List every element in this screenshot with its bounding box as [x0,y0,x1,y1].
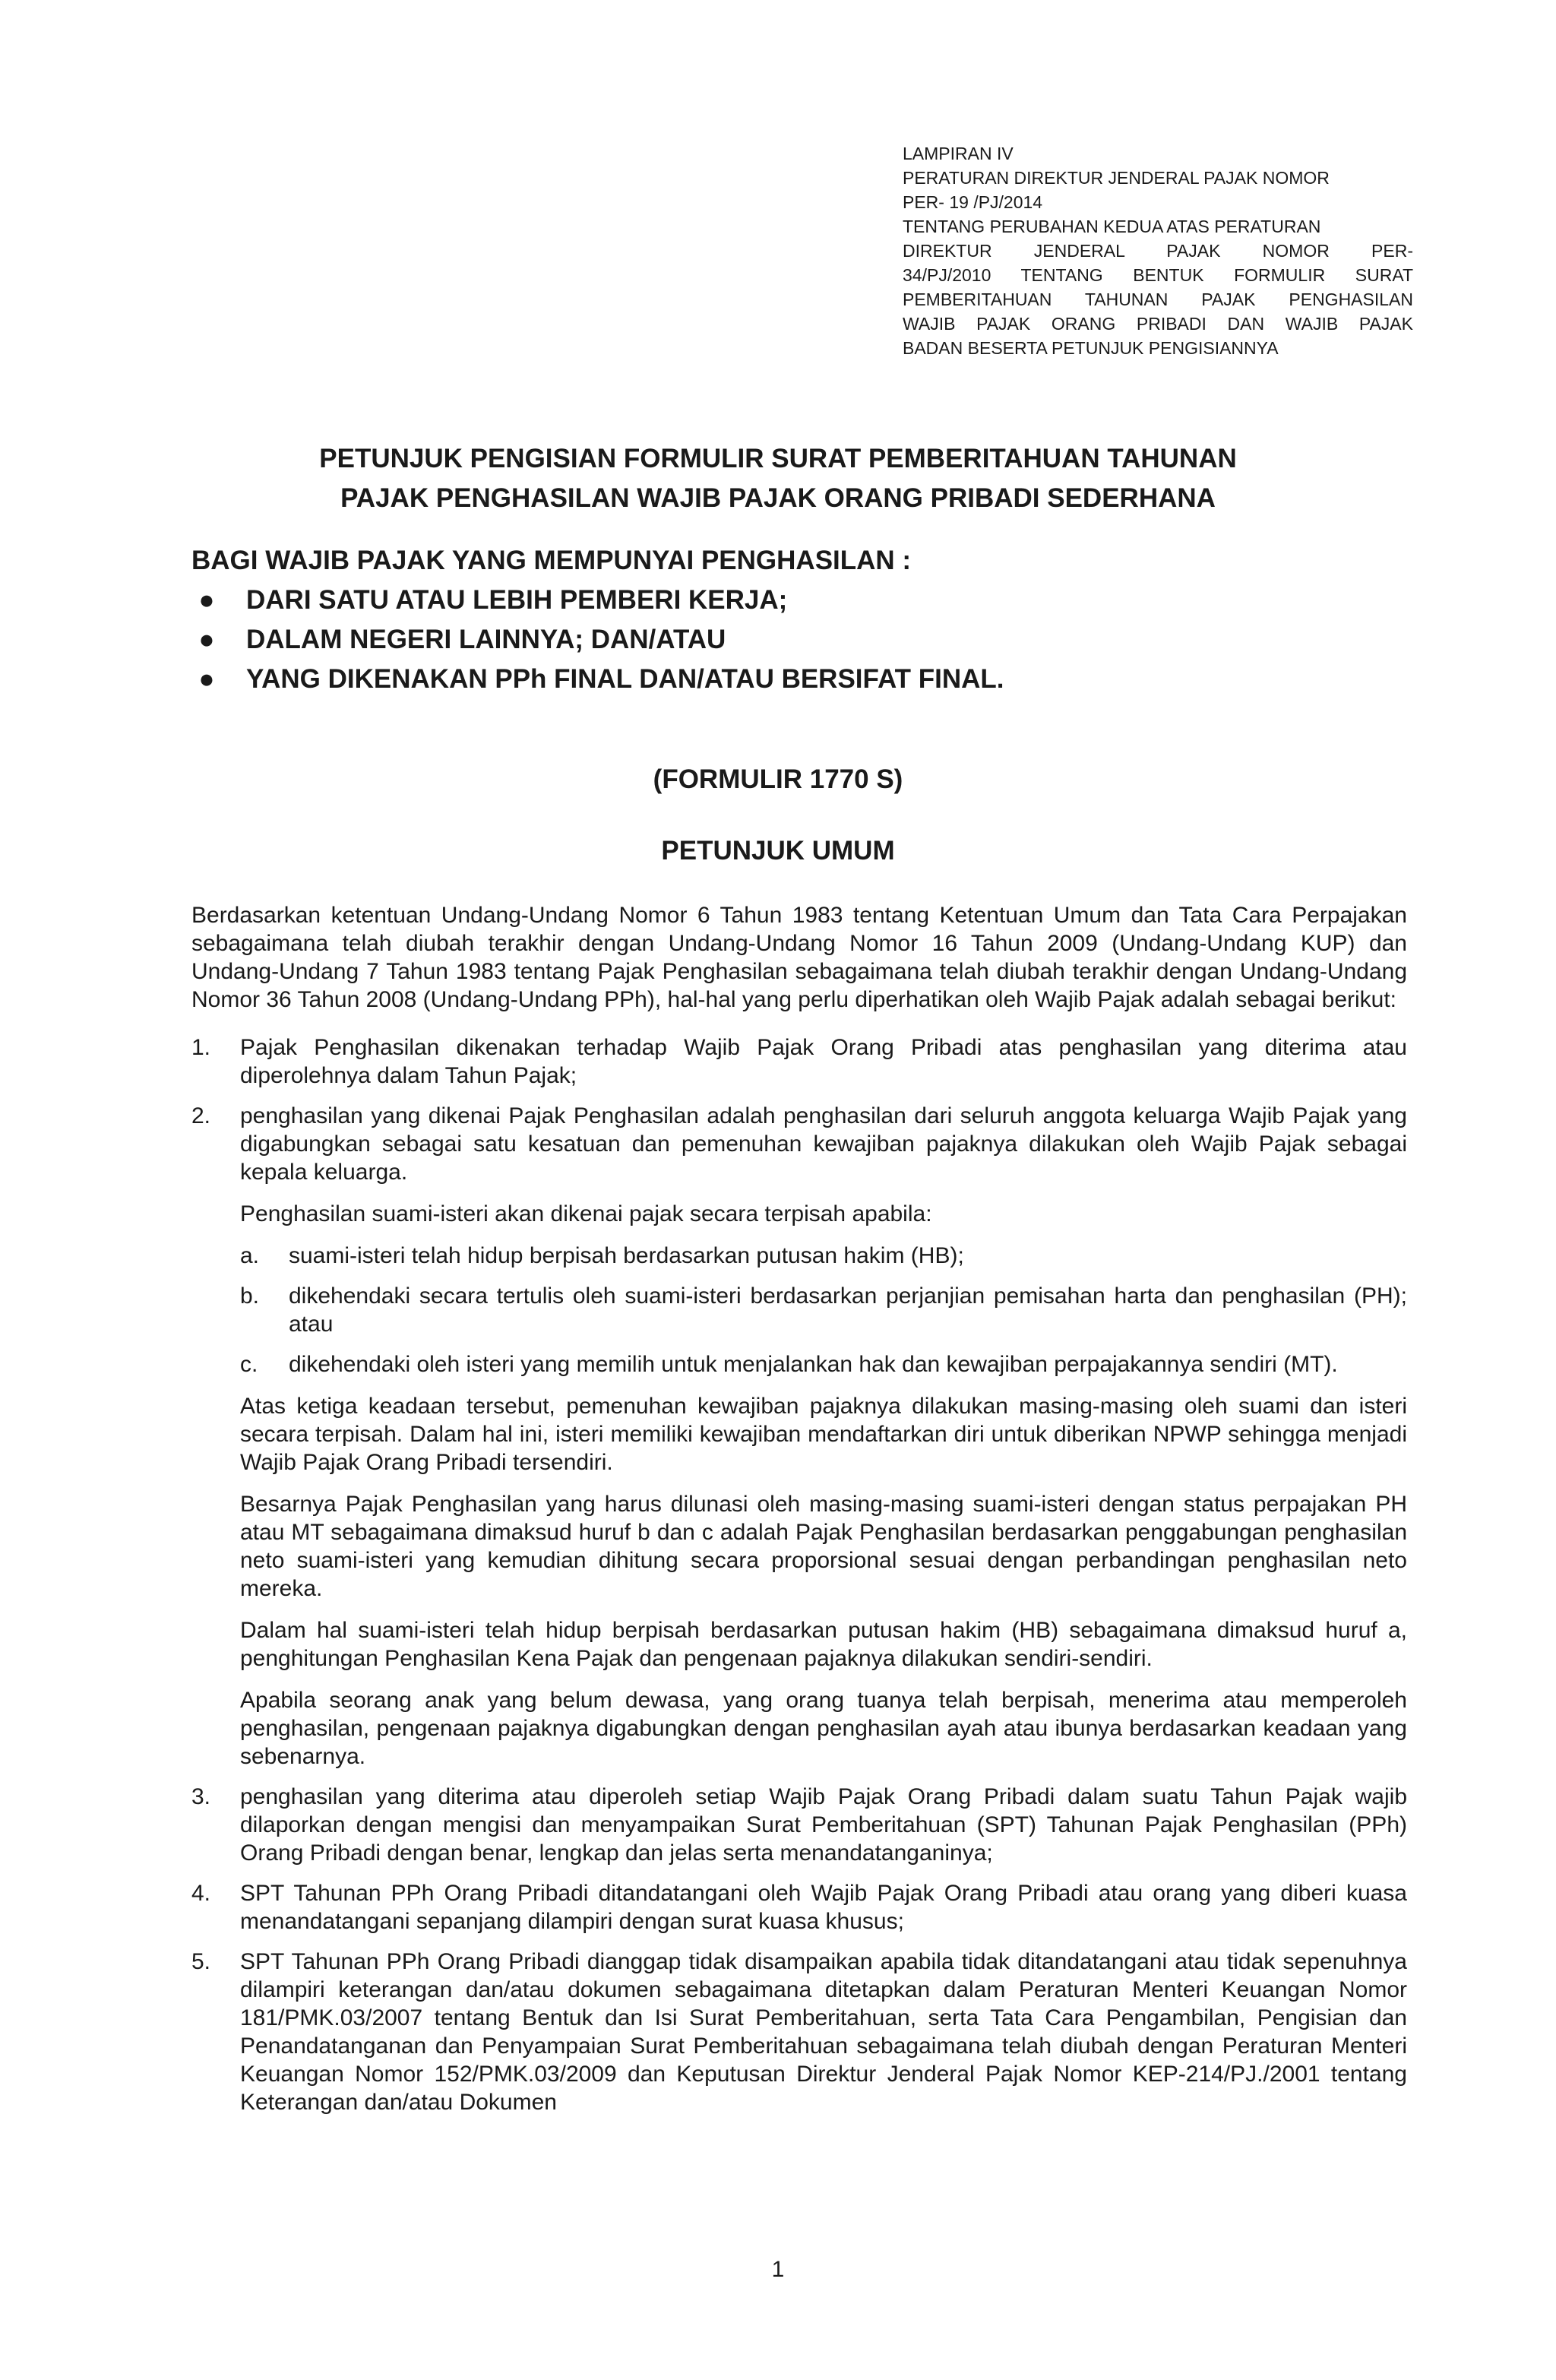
numbered-item [191,1102,1407,1771]
sub-paragraph: Dalam hal suami-isteri telah hidup berpisah berdasarkan putusan hakim (HB) sebagaimana dimaksud huruf a, penghitungan Penghasilan Kena Pajak dan pengenaan pajaknya dilakukan sendiri-sendiri. [240,1618,1407,1671]
bullet-icon: ● [198,664,215,694]
attachment-header-line: PERATURAN DIREKTUR JENDERAL PAJAK NOMOR [903,168,1330,188]
subject-item-text: YANG DIKENAKAN PPh FINAL DAN/ATAU BERSIFAT FINAL. [246,664,1004,694]
subject-heading: BAGI WAJIB PAJAK YANG MEMPUNYAI PENGHASILAN : [191,546,912,575]
lettered-item-text: suami-isteri telah hidup berpisah berdasarkan putusan hakim (HB); [289,1243,964,1268]
sub-paragraph: Penghasilan suami-isteri akan dikenai pajak secara terpisah apabila: [240,1201,932,1226]
item-letter: b. [240,1283,260,1309]
item-number: 5. [191,1949,211,1974]
subject-block [191,541,1407,699]
section-heading: PETUNJUK UMUM [661,836,895,866]
page-number: 1 [771,2257,785,2282]
attachment-header-line: BADAN BESERTA PETUNJUK PENGISIANNYA [903,338,1279,358]
item-text: Pajak Penghasilan dikenakan terhadap Wajib Pajak Orang Pribadi atas penghasilan yang diterima atau diperolehnya dalam Tahun Pajak; [240,1035,1407,1088]
document-title-line: PAJAK PENGHASILAN WAJIB PAJAK ORANG PRIBADI SEDERHANA [340,483,1216,513]
subject-list [191,581,1407,699]
item-text: SPT Tahunan PPh Orang Pribadi dianggap tidak disampaikan apabila tidak ditandatangani atau tidak sepenuhnya dilampiri keterangan dan/atau dokumen sebagaimana ditetapkan dalam Peraturan Menteri Keuangan Nomor 181/PMK.03/2007 tentang Bentuk dan Isi Surat Pemberitahuan, serta Tata Cara Pengambilan, Pengisian dan Penandatanganan dan Penyampaian Surat Pemberitahuan sebagaimana telah diubah dengan Peraturan Menteri Keuangan Nomor 152/PMK.03/2009 dan Keputusan Direktur Jenderal Pajak Nomor KEP-214/PJ./2001 tentang Keterangan dan/atau Dokumen [240,1949,1407,2115]
document-title [182,439,1374,518]
sub-paragraph: Besarnya Pajak Penghasilan yang harus dilunasi oleh masing-masing suami-isteri dengan status perpajakan PH atau MT sebagaimana dimaksud huruf b dan c adalah Pajak Penghasilan berdasarkan penggabungan penghasilan neto suami-isteri yang kemudian dihitung secara proporsional sesuai dengan perbandingan penghasilan neto mereka. [240,1492,1407,1601]
item-letter: a. [240,1243,260,1268]
item-number: 2. [191,1103,211,1128]
sub-paragraph: Apabila seorang anak yang belum dewasa, yang orang tuanya telah berpisah, menerima atau memperoleh penghasilan, pengenaan pajaknya digabungkan dengan penghasilan ayah atau ibunya berdasarkan keadaan yang sebenarnya. [240,1688,1407,1769]
document-body [191,901,1407,2128]
item-text: penghasilan yang dikenai Pajak Penghasilan adalah penghasilan dari seluruh anggota keluarga Wajib Pajak yang digabungkan sebagai satu kesatuan dan pemenuhan kewajiban pajaknya dilakukan oleh Wajib Pajak sebagai kepala keluarga. [240,1103,1407,1185]
subject-item [191,660,1407,699]
item-text: penghasilan yang diterima atau diperoleh setiap Wajib Pajak Orang Pribadi dalam suatu Tahun Pajak wajib dilaporkan dengan mengisi dan menyampaikan Surat Pemberitahuan (SPT) Tahunan Pajak Penghasilan (PPh) Orang Pribadi dengan benar, lengkap dan jelas serta menandatanganinya; [240,1784,1407,1866]
numbered-item [191,1033,1407,1090]
item-text: SPT Tahunan PPh Orang Pribadi ditandatangani oleh Wajib Pajak Orang Pribadi atau orang yang diberi kuasa menandatangani sepanjang dilampiri dengan surat kuasa khusus; [240,1881,1407,1934]
lettered-item [240,1350,1407,1378]
numbered-item [191,1783,1407,1867]
bullet-icon: ● [198,585,215,615]
item-number: 4. [191,1881,211,1906]
document-title-line: PETUNJUK PENGISIAN FORMULIR SURAT PEMBERITAHUAN TAHUNAN [319,444,1237,473]
attachment-header-line: TENTANG PERUBAHAN KEDUA ATAS PERATURAN [903,217,1321,236]
subject-item-text: DALAM NEGERI LAINNYA; DAN/ATAU [246,625,726,654]
bullet-icon: ● [198,625,215,654]
attachment-header [903,141,1413,360]
lettered-item-text: dikehendaki secara tertulis oleh suami-isteri berdasarkan perjanjian pemisahan harta dan penghasilan (PH); atau [289,1283,1407,1337]
subject-item-text: DARI SATU ATAU LEBIH PEMBERI KERJA; [246,585,788,615]
attachment-header-line: PEMBERITAHUAN TAHUNAN PAJAK PENGHASILAN [903,290,1413,309]
item-letter: c. [240,1352,258,1377]
attachment-header-line: DIREKTUR JENDERAL PAJAK NOMOR PER- [903,241,1413,261]
subject-item [191,620,1407,660]
attachment-header-line: LAMPIRAN IV [903,144,1014,163]
form-code: (FORMULIR 1770 S) [653,764,903,794]
sub-paragraph: Atas ketiga keadaan tersebut, pemenuhan kewajiban pajaknya dilakukan masing-masing oleh suami dan isteri secara terpisah. Dalam hal ini, isteri memiliki kewajiban mendaftarkan diri untuk diberikan NPWP sehingga menjadi Wajib Pajak Orang Pribadi tersendiri. [240,1394,1407,1475]
item-number: 3. [191,1784,211,1809]
lettered-item [240,1242,1407,1270]
subject-item [191,581,1407,620]
item-number: 1. [191,1035,211,1060]
intro-paragraph: Berdasarkan ketentuan Undang-Undang Nomor 6 Tahun 1983 tentang Ketentuan Umum dan Tata Cara Perpajakan sebagaimana telah diubah terakhir dengan Undang-Undang Nomor 16 Tahun 2009 (Undang-Undang KUP) dan Undang-Undang 7 Tahun 1983 tentang Pajak Penghasilan sebagaimana telah diubah terakhir dengan Undang-Undang Nomor 36 Tahun 2008 (Undang-Undang PPh), hal-hal yang perlu diperhatikan oleh Wajib Pajak adalah sebagai berikut: [191,903,1407,1012]
numbered-item [191,1948,1407,2116]
lettered-item-text: dikehendaki oleh isteri yang memilih untuk menjalankan hak dan kewajiban perpajakannya sendiri (MT). [289,1352,1338,1377]
lettered-item [240,1282,1407,1338]
attachment-header-line: 34/PJ/2010 TENTANG BENTUK FORMULIR SURAT [903,265,1413,285]
numbered-item [191,1879,1407,1935]
attachment-header-line: PER- 19 /PJ/2014 [903,192,1043,212]
attachment-header-line: WAJIB PAJAK ORANG PRIBADI DAN WAJIB PAJAK [903,314,1413,334]
